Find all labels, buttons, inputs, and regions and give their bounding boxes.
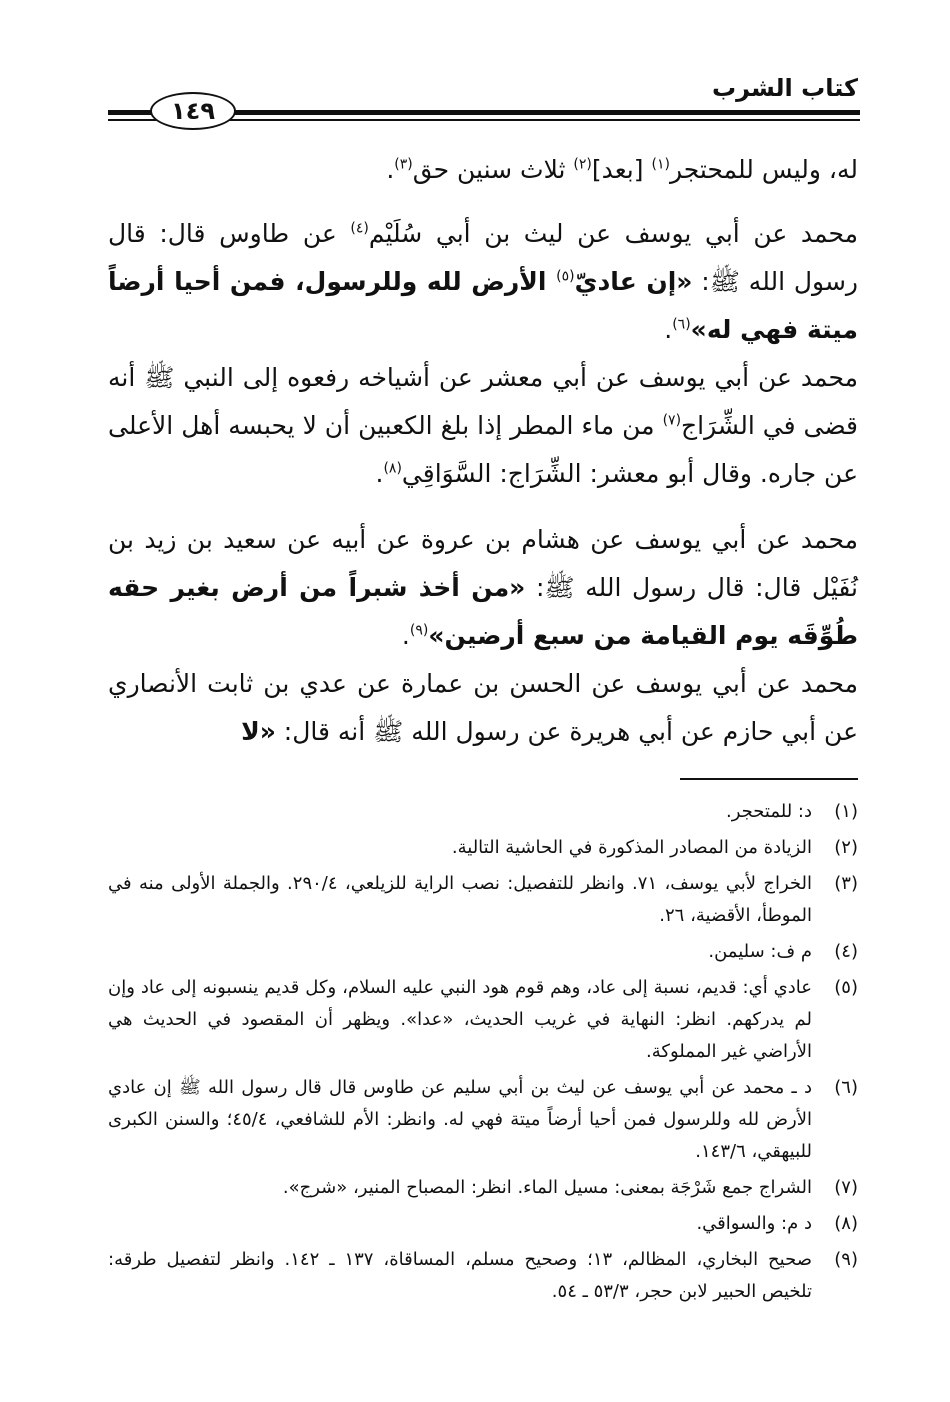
footnote-number: (٣) <box>834 873 858 894</box>
hadith-text: «إن عاديّ <box>574 267 693 296</box>
footnote-ref: (٦) <box>672 316 691 333</box>
footnote-number: (٦) <box>834 1077 858 1098</box>
footnote-number: (١) <box>834 801 858 822</box>
footnote-number: (٤) <box>834 941 858 962</box>
footnote-text: د ـ محمد عن أبي يوسف عن ليث بن أبي سليم عن طاوس قال قال رسول الله ﷺ إن عادي الأرض لله وللرسول فمن أحيا أرضاً ميتة فهي له. وانظر: الأم للشافعي، ٤٥/٤؛ والسنن الكبرى للبيهقي، ١٤٣/٦. <box>108 1077 812 1162</box>
footnote-text: صحيح البخاري، المظالم، ١٣؛ وصحيح مسلم، المساقاة، ١٣٧ ـ ١٤٢. وانظر لتفصيل طرقه: تلخيص الحبير لابن حجر، ٥٣/٣ ـ ٥٤. <box>108 1249 812 1302</box>
text-span: عن طاوس قال: قال رسول الله ﷺ: <box>108 219 858 296</box>
footnote-ref: (٥) <box>556 268 575 285</box>
text-span: ثلاث سنين حق <box>412 155 574 184</box>
footnote-number: (٧) <box>834 1177 858 1198</box>
footnote-item <box>108 832 858 864</box>
footnote-item <box>108 1208 858 1240</box>
footnote-item <box>108 936 858 968</box>
paragraph-3 <box>108 354 858 498</box>
footnote-text: م ف: سليمن. <box>708 941 812 962</box>
text-span: محمد عن أبي يوسف عن هشام بن عروة عن أبيه عن سعيد بن زيد بن نُفَيْل قال: قال رسول الله ﷺ: <box>108 525 858 602</box>
footnote-ref: (٤) <box>350 220 369 237</box>
hadith-text: «من أخذ شبراً من أرض بغير حقه طُوِّقَه يوم القيامة من سبع أرضين» <box>108 573 858 650</box>
footnote-text: عادي أي: قديم، نسبة إلى عاد، وهم قوم هود النبي عليه السلام، وكل قديم ينسبونه إلى عاد وإن لم يدركهم. انظر: النهاية في غريب الحديث، «عدا». ويظهر أن المقصود في الحديث هي الأراضي غير المملوكة. <box>108 977 812 1062</box>
text-span: له، وليس للمحتجر <box>669 155 858 184</box>
text-span: . <box>664 315 673 344</box>
footnote-number: (٨) <box>834 1213 858 1234</box>
footnotes <box>108 796 858 1312</box>
footnote-number: (٥) <box>834 977 858 998</box>
text-span: محمد عن أبي يوسف عن الحسن بن عمارة عن عدي بن ثابت الأنصاري عن أبي حازم عن أبي هريرة عن رسول الله ﷺ أنه قال: <box>108 669 858 746</box>
footnote-text: د م: والسواقي. <box>696 1213 812 1234</box>
footnote-text: الزيادة من المصادر المذكورة في الحاشية التالية. <box>451 837 812 858</box>
text-span: محمد عن أبي يوسف عن ليث بن أبي سُلَيْم <box>368 219 858 248</box>
text-span: من ماء المطر إذا بلغ الكعبين أن لا يحبسه أهل الأعلى عن جاره. وقال أبو معشر: الشِّرَاج: السَّوَاقِي <box>108 411 858 488</box>
hadith-text: «لا <box>241 717 276 746</box>
paragraph-1 <box>108 146 858 194</box>
paragraph-2 <box>108 210 858 354</box>
footnote-item <box>108 1244 858 1308</box>
text-span: . <box>386 155 395 184</box>
running-header-title: كتاب الشرب <box>712 74 858 102</box>
footnote-ref: (٧) <box>662 412 682 429</box>
text-span: محمد عن أبي يوسف عن أبي معشر عن أشياخه رفعوه إلى النبي ﷺ أنه قضى في الشِّرَاج <box>108 363 858 440</box>
page-number: ١٤٩ <box>150 92 236 130</box>
footnote-ref: (٩) <box>409 622 429 639</box>
footnote-ref: (٨) <box>383 460 402 477</box>
text-span: [بعد] <box>591 155 652 184</box>
paragraph-5 <box>108 660 858 756</box>
footnote-item <box>108 868 858 932</box>
footnote-item <box>108 796 858 828</box>
footnote-number: (٩) <box>834 1249 858 1270</box>
footnote-separator <box>680 778 858 780</box>
footnote-ref: (١) <box>651 156 670 173</box>
hadith-text: الأرض لله وللرسول، فمن أحيا أرضاً ميتة فهي له» <box>108 267 858 344</box>
footnote-number: (٢) <box>834 837 858 858</box>
footnote-item <box>108 1072 858 1168</box>
footnote-item <box>108 972 858 1068</box>
text-span: . <box>401 621 410 650</box>
text-span: . <box>375 459 384 488</box>
footnote-ref: (٢) <box>573 156 592 173</box>
footnote-item <box>108 1172 858 1204</box>
paragraph-4 <box>108 516 858 660</box>
footnote-text: د: للمتحجر. <box>726 801 812 822</box>
footnote-text: الخراج لأبي يوسف، ٧١. وانظر للتفصيل: نصب الراية للزيلعي، ٢٩٠/٤. والجملة الأولى منه في الموطأ، الأقضية، ٢٦. <box>108 873 812 926</box>
footnote-text: الشراج جمع شَرْجَة بمعنى: مسيل الماء. انظر: المصباح المنير، «شرج». <box>282 1177 812 1198</box>
footnote-ref: (٣) <box>394 156 413 173</box>
